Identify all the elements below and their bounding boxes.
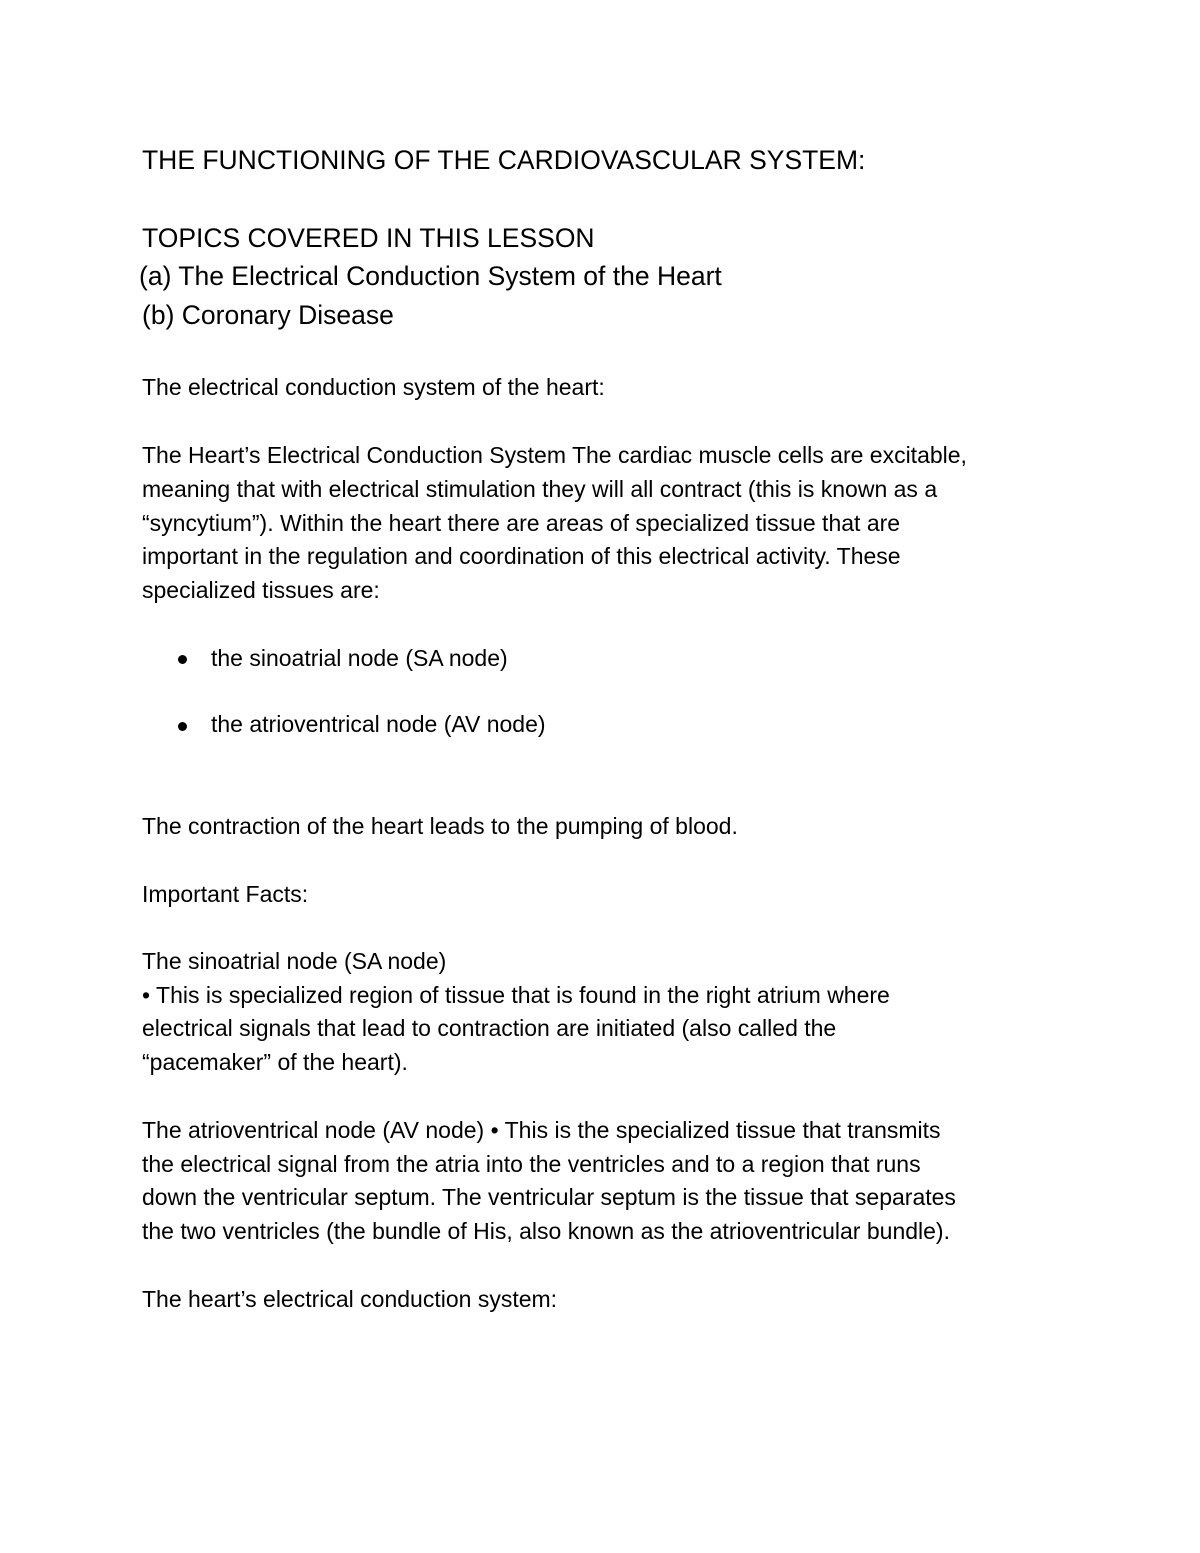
contraction-statement: The contraction of the heart leads to the pumping of blood. <box>142 813 738 839</box>
intro-paragraph-line: The Heart’s Electrical Conduction System The cardiac muscle cells are excitable, <box>142 442 967 468</box>
av-node-paragraph-line: down the ventricular septum. The ventricular septum is the tissue that separates <box>142 1184 956 1210</box>
intro-paragraph-line: specialized tissues are: <box>142 577 380 603</box>
section-heading: The electrical conduction system of the heart: <box>142 374 605 400</box>
sa-node-paragraph-line: “pacemaker” of the heart). <box>142 1049 408 1075</box>
topic-item-b: (b) Coronary Disease <box>142 300 394 330</box>
intro-paragraph-line: “syncytium”). Within the heart there are areas of specialized tissue that are <box>142 510 901 536</box>
facts-heading: Important Facts: <box>142 881 309 907</box>
intro-paragraph-line: important in the regulation and coordination of this electrical activity. These <box>142 543 901 569</box>
topic-item-a: (a) The Electrical Conduction System of the Heart <box>139 261 722 291</box>
sa-node-paragraph-line: • This is specialized region of tissue that is found in the right atrium where <box>142 982 890 1008</box>
intro-paragraph-line: meaning that with electrical stimulation they will all contract (this is known as a <box>142 476 938 502</box>
topics-heading: TOPICS COVERED IN THIS LESSON <box>142 223 595 253</box>
bullet-item-sa-node: the sinoatrial node (SA node) <box>211 645 508 671</box>
av-node-paragraph-line: The atrioventrical node (AV node) • This is the specialized tissue that transmits <box>142 1117 941 1143</box>
sa-node-paragraph-line: The sinoatrial node (SA node) <box>142 948 447 974</box>
document-title: THE FUNCTIONING OF THE CARDIOVASCULAR SYSTEM: <box>142 145 866 175</box>
closing-heading: The heart’s electrical conduction system: <box>142 1286 558 1312</box>
bullet-item-av-node: the atrioventrical node (AV node) <box>211 711 546 737</box>
av-node-paragraph-line: the electrical signal from the atria into the ventricles and to a region that runs <box>142 1151 921 1177</box>
bullet-icon <box>178 722 187 731</box>
bullet-icon <box>178 655 187 664</box>
av-node-paragraph-line: the two ventricles (the bundle of His, also known as the atrioventricular bundle). <box>142 1218 950 1244</box>
sa-node-paragraph-line: electrical signals that lead to contraction are initiated (also called the <box>142 1015 837 1041</box>
